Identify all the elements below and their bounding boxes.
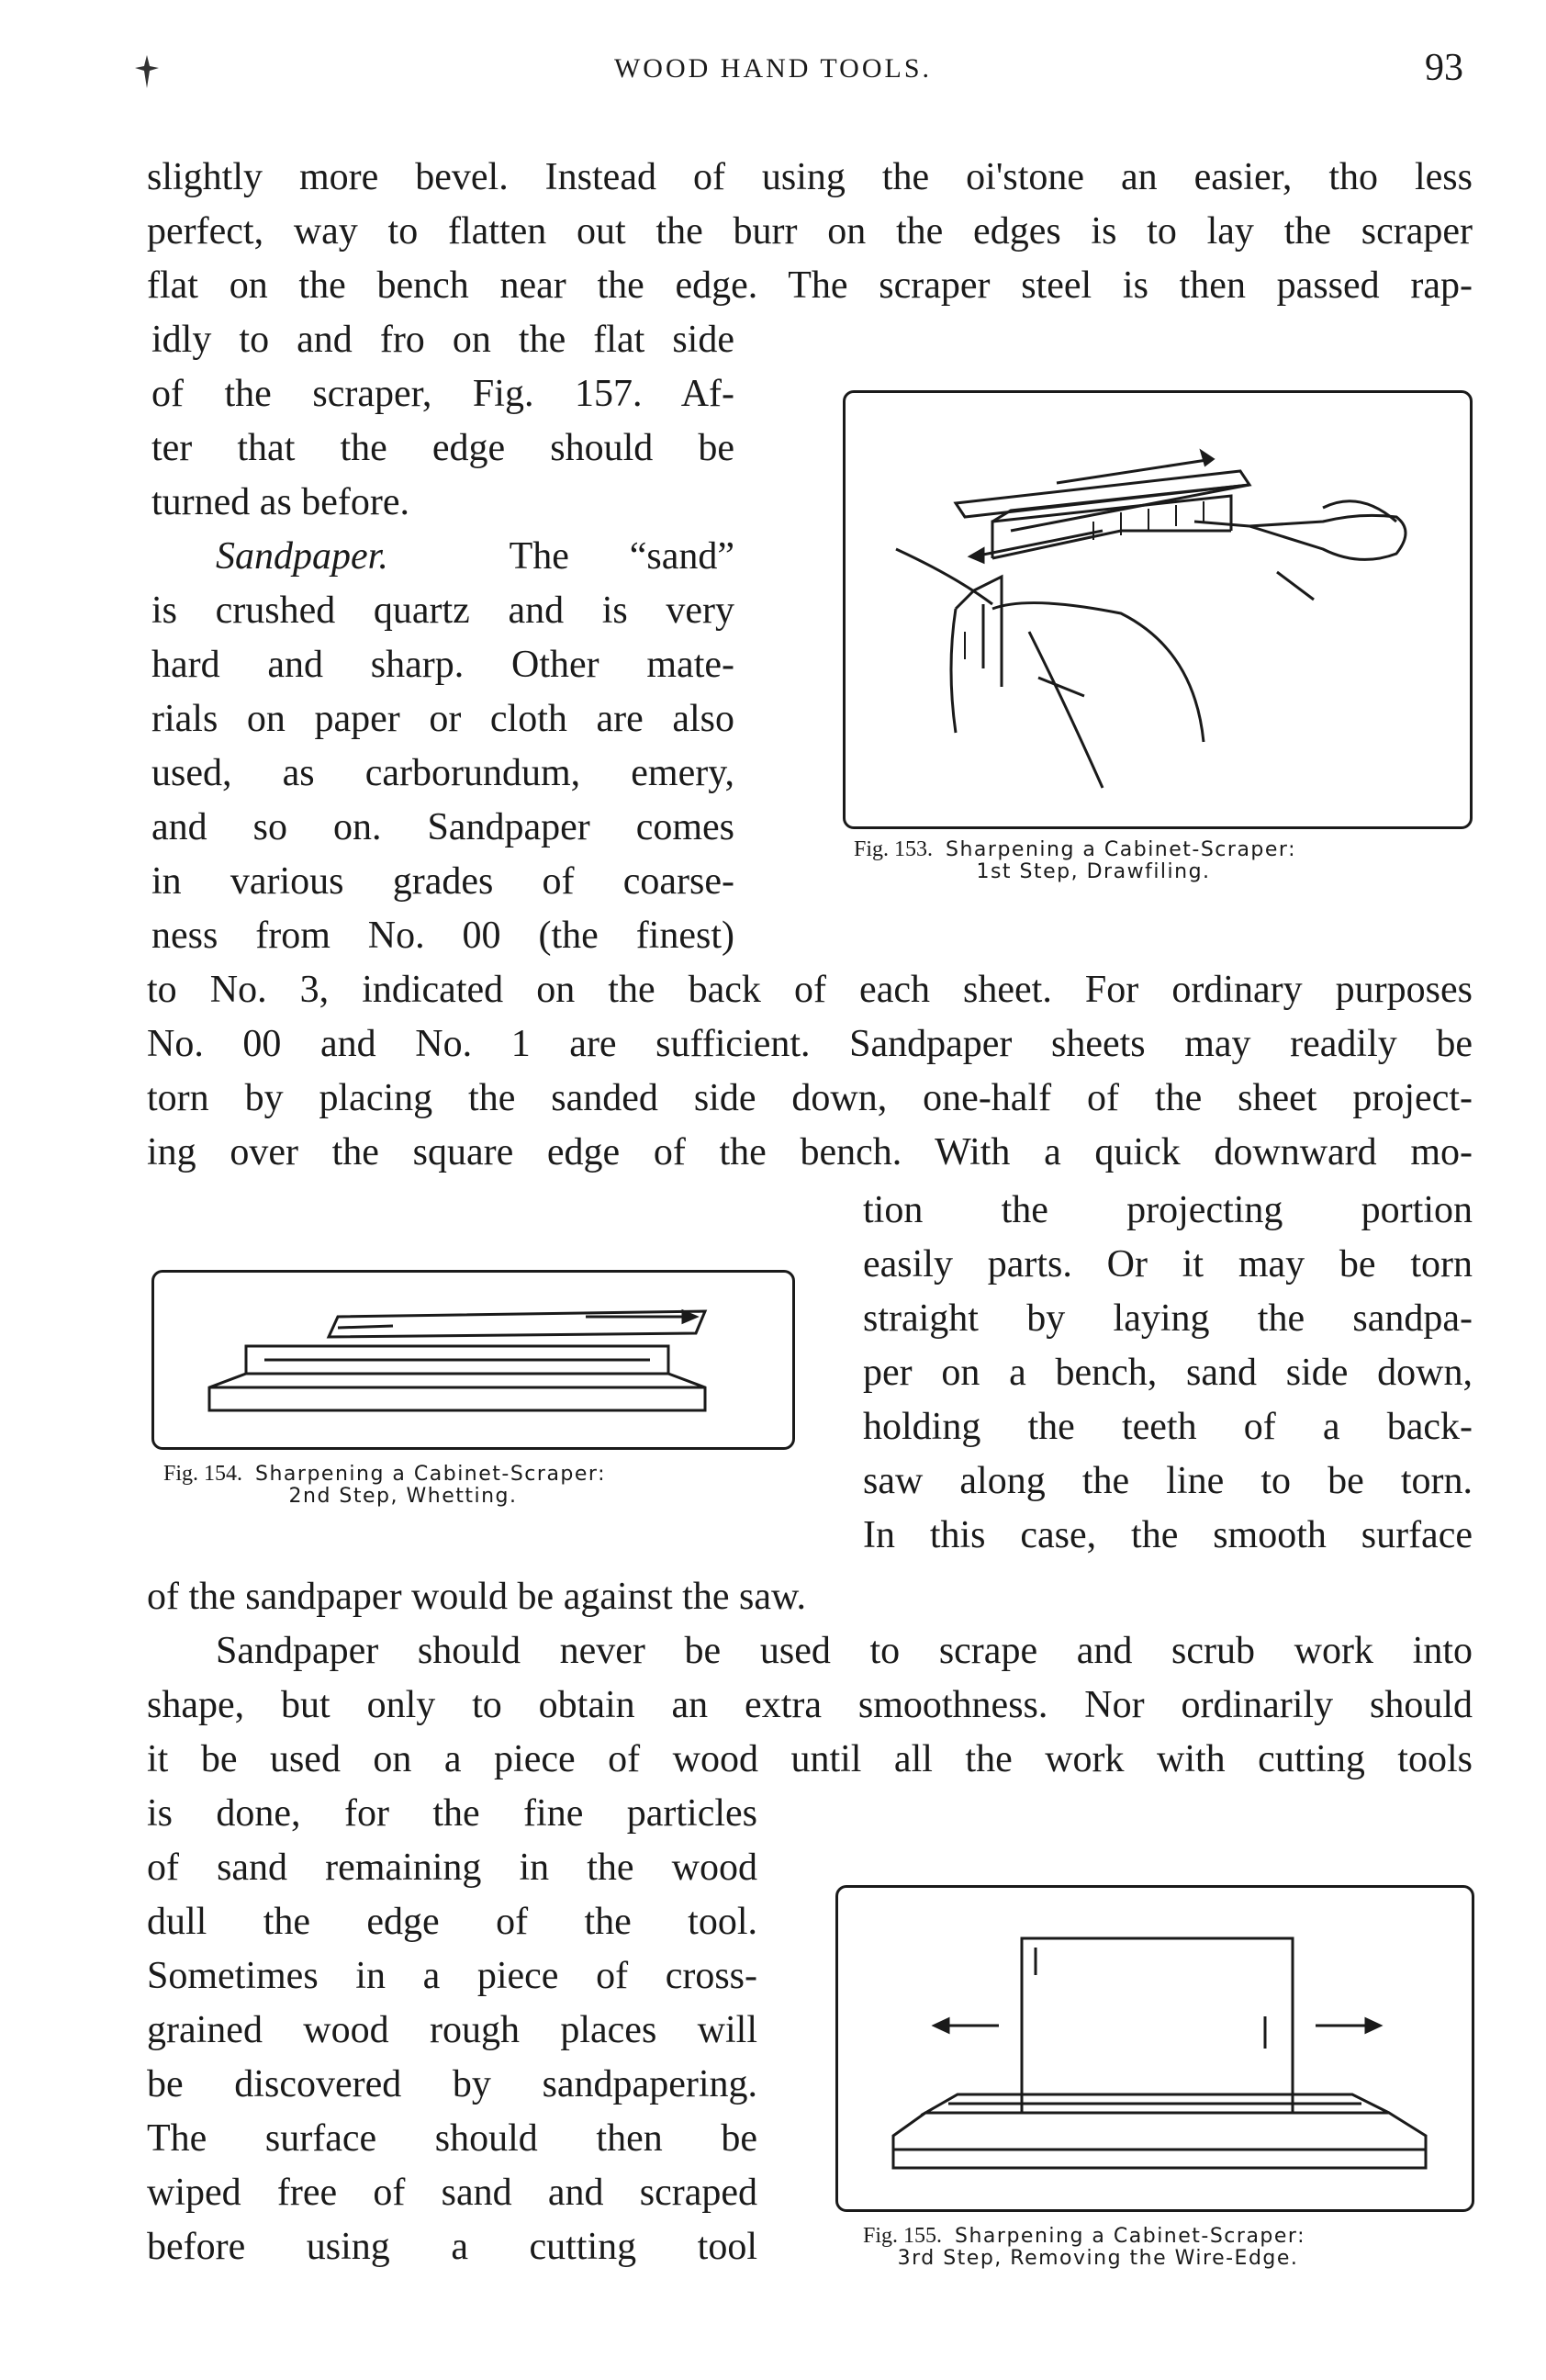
- running-title: WOOD HAND TOOLS.: [613, 53, 933, 84]
- text-line: hard and sharp. Other mate-: [151, 644, 734, 686]
- text-line: flat on the bench near the edge. The scraper steel is then passed rap-: [147, 264, 1473, 307]
- text-line: of the scraper, Fig. 157. Af-: [151, 373, 734, 415]
- text-line: idly to and fro on the flat side: [151, 319, 734, 361]
- text-line: per on a bench, sand side down,: [863, 1352, 1473, 1394]
- text-line: turned as before.: [151, 481, 410, 523]
- text-line: tion the projecting portion: [863, 1189, 1473, 1231]
- text-line: ing over the square edge of the bench. With a quick downward mo-: [147, 1131, 1473, 1173]
- text-line: to No. 3, indicated on the back of each sheet. For ordinary purposes: [147, 969, 1473, 1011]
- figure-155-caption-line2: 3rd Step, Removing the Wire-Edge.: [897, 2247, 1299, 2270]
- running-header: [0, 46, 1546, 101]
- text-line: before using a cutting tool: [147, 2226, 757, 2268]
- text-line: wiped free of sand and scraped: [147, 2172, 757, 2214]
- text-line: ter that the edge should be: [151, 427, 734, 469]
- text-line: it be used on a piece of wood until all the work with cutting tools: [147, 1738, 1473, 1780]
- figure-154-caption: [163, 1463, 606, 1508]
- text-line: is done, for the fine particles: [147, 1792, 757, 1835]
- text-line: and so on. Sandpaper comes: [151, 806, 734, 848]
- text-line: be discovered by sandpapering.: [147, 2063, 757, 2105]
- text-line: In this case, the smooth surface: [863, 1514, 1473, 1556]
- text-line: slightly more bevel. Instead of using the oi'stone an easier, tho less: [147, 156, 1473, 198]
- text-line: rials on paper or cloth are also: [151, 698, 734, 740]
- figure-155: [835, 1885, 1474, 2212]
- text-line: straight by laying the sandpa-: [863, 1297, 1473, 1340]
- sandpaper-rest: The “sand”: [509, 535, 734, 578]
- text-line: perfect, way to flatten out the burr on the edges is to lay the scraper: [147, 210, 1473, 253]
- text-line: dull the edge of the tool.: [147, 1901, 757, 1943]
- text-line: shape, but only to obtain an extra smoothness. Nor ordinarily should: [147, 1684, 1473, 1726]
- whetting-illustration: [154, 1273, 792, 1447]
- figure-155-caption: [863, 2225, 1305, 2270]
- figure-153-caption-line2: 1st Step, Drawfiling.: [976, 860, 1211, 883]
- text-line: ness from No. 00 (the finest): [151, 915, 734, 957]
- text-line: [216, 531, 734, 582]
- text-line: easily parts. Or it may be torn: [863, 1243, 1473, 1285]
- text-line: in various grades of coarse-: [151, 860, 734, 903]
- figure-153-number: Fig. 153.: [854, 837, 934, 861]
- page-number: 93: [1425, 47, 1463, 89]
- figure-154-caption-line1: Sharpening a Cabinet-Scraper:: [255, 1463, 607, 1486]
- figure-154: [151, 1270, 795, 1450]
- figure-154-number: Fig. 154.: [163, 1462, 243, 1486]
- drawfiling-illustration: [846, 393, 1470, 826]
- text-line: of the sandpaper would be against the saw.: [147, 1576, 807, 1618]
- text-line: used, as carborundum, emery,: [151, 752, 734, 794]
- figure-154-caption-line2: 2nd Step, Whetting.: [288, 1485, 518, 1508]
- text-line: of sand remaining in the wood: [147, 1847, 757, 1889]
- text-line: Sometimes in a piece of cross-: [147, 1955, 757, 1997]
- wire-edge-illustration: [838, 1888, 1472, 2209]
- figure-153: [843, 390, 1473, 829]
- text-line: The surface should then be: [147, 2117, 757, 2160]
- text-line: torn by placing the sanded side down, one-half of the sheet project-: [147, 1077, 1473, 1119]
- text-line: saw along the line to be torn.: [863, 1460, 1473, 1502]
- figure-153-caption-line1: Sharpening a Cabinet-Scraper:: [946, 838, 1297, 861]
- text-line: is crushed quartz and is very: [151, 589, 734, 632]
- text-line: No. 00 and No. 1 are sufficient. Sandpaper sheets may readily be: [147, 1023, 1473, 1065]
- sandpaper-heading: Sandpaper.: [216, 535, 388, 578]
- text-line: grained wood rough places will: [147, 2009, 757, 2051]
- text-line: holding the teeth of a back-: [863, 1406, 1473, 1448]
- text-line: Sandpaper should never be used to scrape and scrub work into: [216, 1630, 1473, 1672]
- figure-155-caption-line1: Sharpening a Cabinet-Scraper:: [955, 2225, 1306, 2248]
- figure-153-caption: [854, 838, 1296, 883]
- figure-155-number: Fig. 155.: [863, 2224, 943, 2248]
